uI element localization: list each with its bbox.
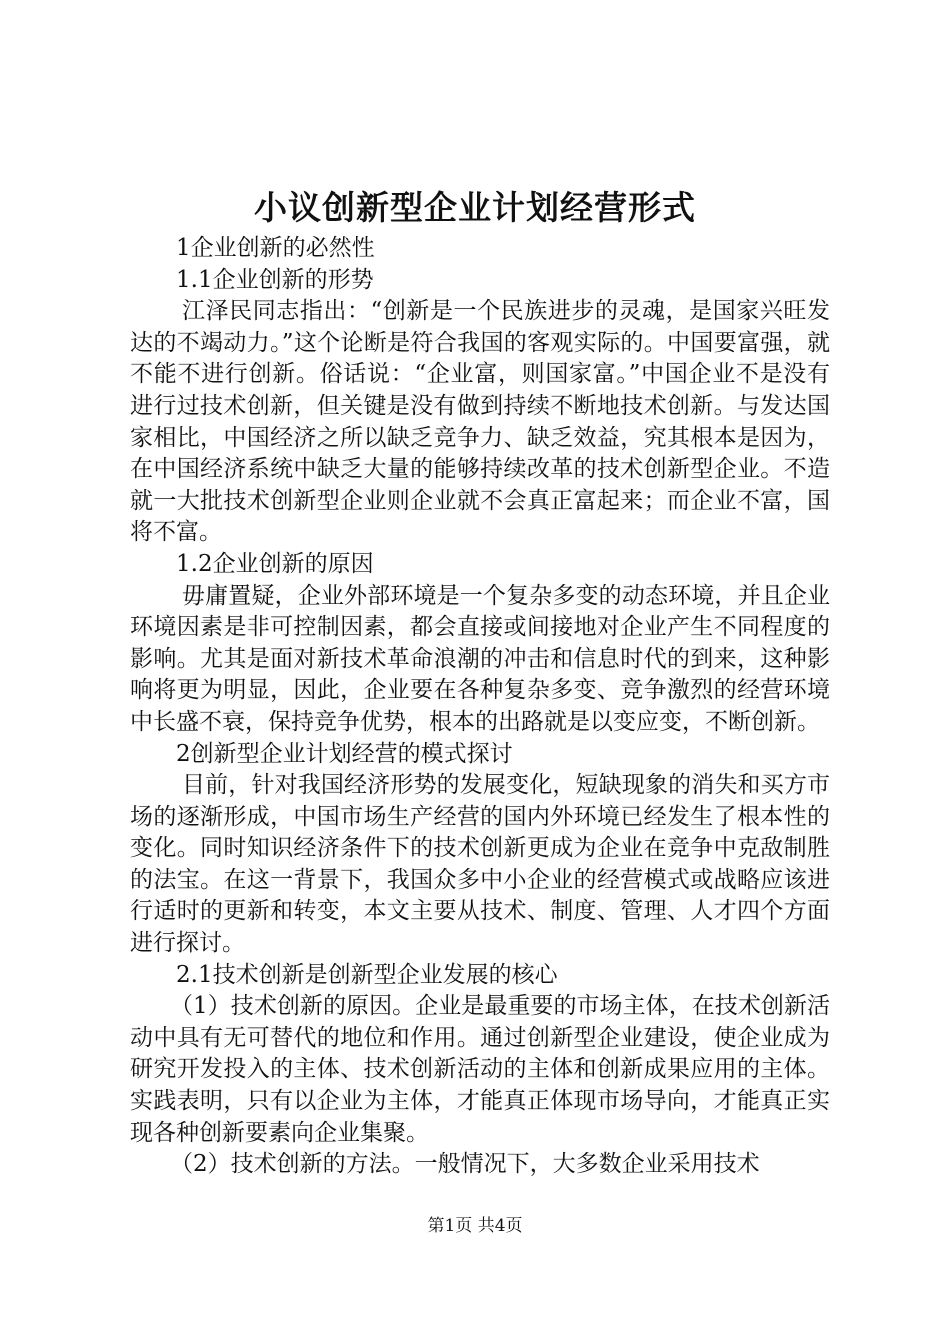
section-heading: 1.1企业创新的形势 xyxy=(176,266,374,293)
body-paragraph: 毋庸置疑，企业外部环境是一个复杂多变的动态环境，并且企业环境因素是非可控制因素，都会直接或间接地对企业产生不同程度的影响。尤其是面对新技术革命浪潮的冲击和信息时代的到来，这种影响将更为明显，因此，企业要在各种复杂多变、竞争激烈的经营环境中长盛不衰，保持竞争优势，根本的出路就是以变应变，不断创新。 xyxy=(130,582,830,735)
document-title: 小议创新型企业计划经营形式 xyxy=(254,188,696,227)
body-paragraph: 江泽民同志指出：“创新是一个民族进步的灵魂，是国家兴旺发达的不竭动力。”这个论断是符合我国的客观实际的。中国要富强，就不能不进行创新。俗话说：“企业富，则国家富。”中国企业不是没有进行过技术创新，但关键是没有做到持续不断地技术创新。与发达国家相比，中国经济之所以缺乏竞争力、缺乏效益，究其根本是因为，在中国经济系统中缺乏大量的能够持续改革的技术创新型企业。不造就一大批技术创新型企业则企业就不会真正富起来；而企业不富，国将不富。 xyxy=(130,298,830,546)
section-heading: 2创新型企业计划经营的模式探讨 xyxy=(176,740,513,767)
body-paragraph: 目前，针对我国经济形势的发展变化，短缺现象的消失和买方市场的逐渐形成，中国市场生产经营的国内外环境已经发生了根本性的变化。同时知识经济条件下的技术创新更成为企业在竞争中克敌制胜的法宝。在这一背景下，我国众多中小企业的经营模式或战略应该进行适时的更新和转变，本文主要从技术、制度、管理、人才四个方面进行探讨。 xyxy=(130,772,830,957)
section-heading: 1企业创新的必然性 xyxy=(176,235,375,261)
document-body xyxy=(130,233,830,1181)
body-paragraph: （2）技术创新的方法。一般情况下，大多数企业采用技术 xyxy=(170,1151,760,1178)
page-footer: 第1页 共4页 xyxy=(427,1216,523,1236)
section-heading: 1.2企业创新的原因 xyxy=(176,550,374,577)
body-paragraph: （1）技术创新的原因。企业是最重要的市场主体，在技术创新活动中具有无可替代的地位和作用。通过创新型企业建设，使企业成为研究开发投入的主体、技术创新活动的主体和创新成果应用的主体。实践表明，只有以企业为主体，才能真正体现市场导向，才能真正实现各种创新要素向企业集聚。 xyxy=(130,993,830,1146)
section-heading: 2.1技术创新是创新型企业发展的核心 xyxy=(176,961,558,988)
